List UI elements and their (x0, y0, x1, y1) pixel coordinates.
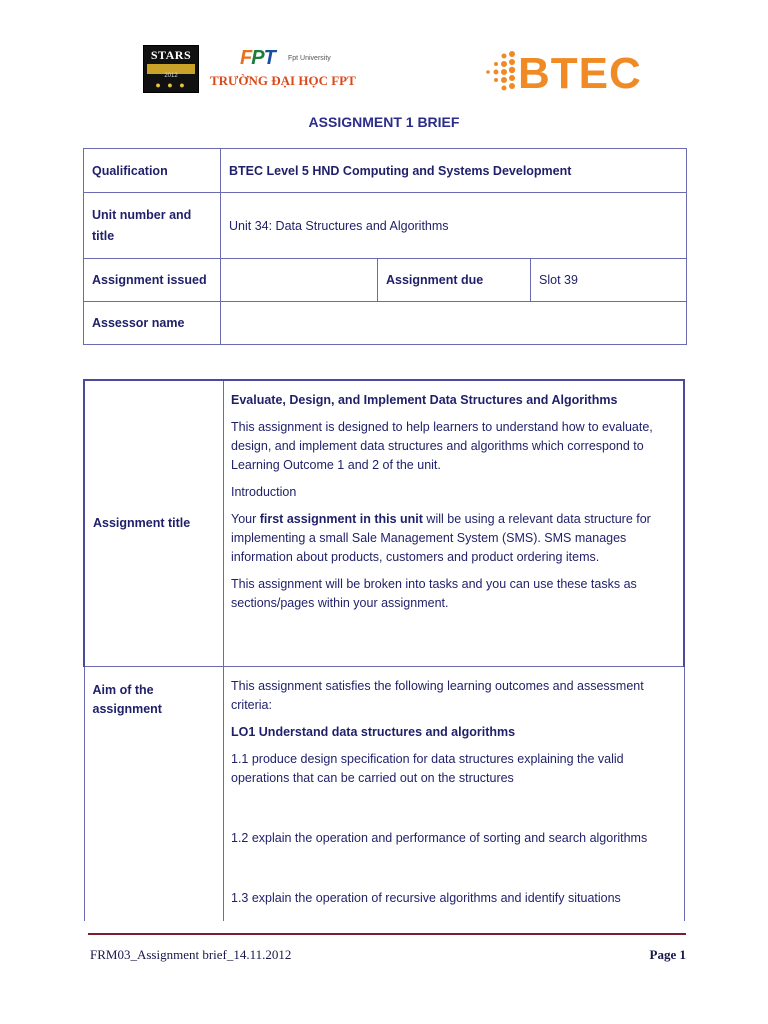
issued-value (221, 259, 378, 302)
criterion-1-3: 1.3 explain the operation of recursive algorithms and identify situations (231, 890, 621, 905)
due-value: Slot 39 (531, 259, 687, 302)
table-row (84, 666, 684, 921)
table-row (84, 193, 687, 259)
assignment-description: This assignment is designed to help learners to understand how to evaluate, design, and implement data structures and algorithms which correspond to Learning Outcome 1 and 2 of the unit. (231, 420, 653, 472)
assessor-label: Assessor name (84, 302, 221, 345)
table-row (84, 149, 687, 193)
aim-intro: This assignment satisfies the following learning outcomes and assessment criteria: (231, 678, 644, 712)
stars-logo: STARS 2012 ● ● ● (143, 45, 199, 93)
page-footer (88, 933, 686, 962)
btec-dots-icon (482, 50, 520, 94)
assignment-details-table (83, 379, 685, 921)
btec-logo: BTEC (482, 44, 642, 104)
tasks-note: This assignment will be broken into tasks and you can use these tasks as sections/pages within your assignment. (231, 577, 637, 610)
page-number: Page 1 (649, 947, 686, 962)
assignment-title-content (224, 380, 685, 666)
assessor-value (221, 302, 687, 345)
assignment-heading: Evaluate, Design, and Implement Data Structures and Algorithms (231, 393, 618, 407)
aim-content (224, 666, 685, 921)
assignment-info-table (83, 148, 687, 345)
criterion-1-1: 1.1 produce design specification for data structures explaining the valid operations that can be carried out on the structures (231, 751, 624, 785)
fpt-university-logo: FPT Fpt University TRƯỜNG ĐẠI HỌC FPT (210, 47, 356, 88)
page-title: ASSIGNMENT 1 BRIEF (308, 114, 460, 130)
introduction-heading: Introduction (231, 485, 297, 499)
aim-label: Aim of the assignment (84, 666, 224, 921)
assignment-title-label: Assignment title (84, 380, 224, 666)
learning-outcome-1: LO1 Understand data structures and algorithms (231, 724, 516, 739)
unit-value: Unit 34: Data Structures and Algorithms (221, 193, 687, 259)
footer-form-id: FRM03_Assignment brief_14.11.2012 (90, 947, 292, 962)
unit-label: Unit number and title (84, 193, 221, 259)
criterion-1-2: 1.2 explain the operation and performance of sorting and search algorithms (231, 830, 648, 845)
table-row (84, 302, 687, 345)
issued-label: Assignment issued (84, 259, 221, 302)
table-row (84, 380, 684, 666)
introduction-text: Your first assignment in this unit will be using a relevant data structure for implementing a small Sale Management System (SMS). SMS manages information about products, customers and product ordering items. (231, 512, 651, 564)
qualification-value: BTEC Level 5 HND Computing and Systems Development (221, 149, 687, 193)
table-row (84, 259, 687, 302)
qualification-label: Qualification (84, 149, 221, 193)
due-label: Assignment due (378, 259, 531, 302)
